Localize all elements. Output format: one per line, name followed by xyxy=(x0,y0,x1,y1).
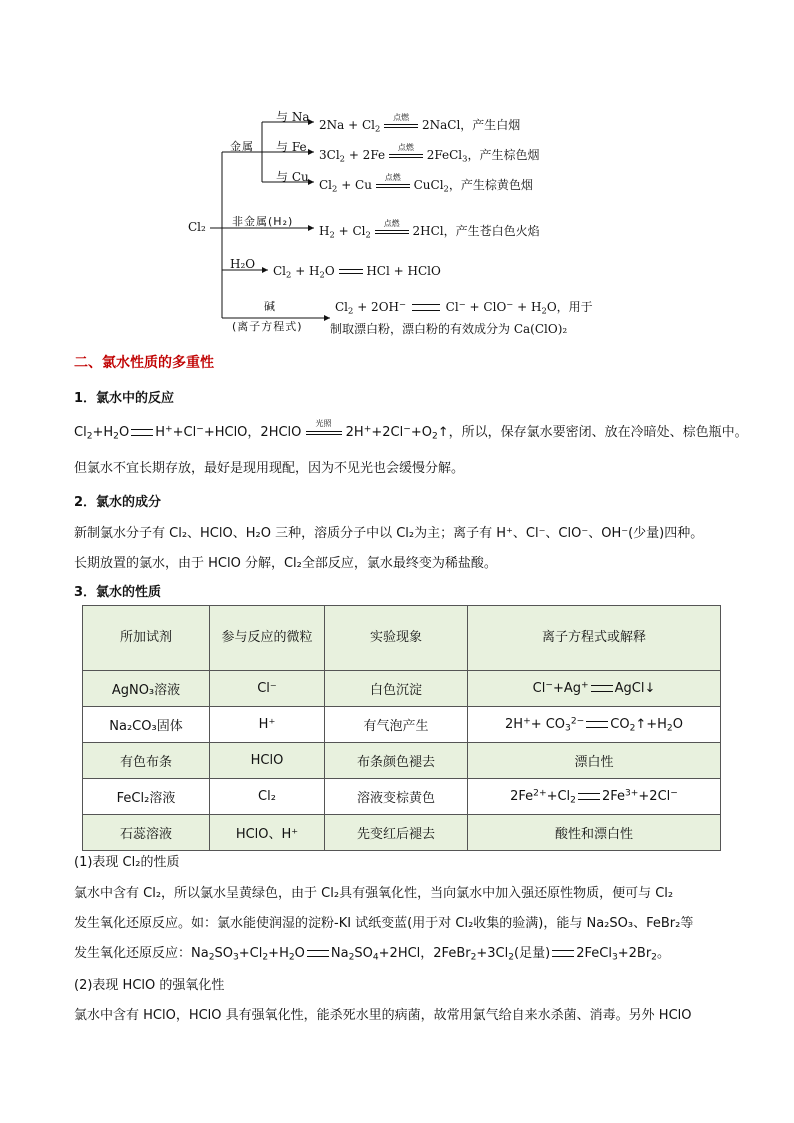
cell-reagent: 有色布条 xyxy=(83,743,210,779)
cell-explanation: 酸性和漂白性 xyxy=(468,815,721,851)
table-row xyxy=(83,815,721,851)
cell-particle: Cl⁻ xyxy=(210,671,325,707)
cell-phenomenon: 先变红后褪去 xyxy=(325,815,468,851)
diagram-eq-water: $Cl_2 + H_2O$ HCl + HClO xyxy=(273,264,441,280)
table-row xyxy=(83,707,721,743)
diagram-base-label: 碱 xyxy=(264,300,276,313)
cell-particle: H⁺ xyxy=(210,707,325,743)
p1-title: (1)表现 Cl₂的性质 xyxy=(74,855,180,870)
diagram-eq-fe: $3Cl_2 + 2Fe$ 点燃 2FeCl$_3$，产生棕色烟 xyxy=(319,142,540,164)
cell-phenomenon: 白色沉淀 xyxy=(325,671,468,707)
diagram-metal-label: 金属 xyxy=(230,140,254,153)
p2-title: (2)表现 HClO 的强氧化性 xyxy=(74,978,225,993)
table-row xyxy=(83,779,721,815)
diagram-eq-h2: $H_2 + Cl_2$ 点燃 2HCl，产生苍白色火焰 xyxy=(319,218,540,240)
cell-particle: HClO xyxy=(210,743,325,779)
cell-phenomenon: 有气泡产生 xyxy=(325,707,468,743)
diagram-eq-base: $Cl_2 + 2OH^-$ $Cl^- + ClO^- + H_2O$，用于 xyxy=(335,298,593,316)
diagram-lines xyxy=(0,0,794,340)
cell-phenomenon: 布条颜色褪去 xyxy=(325,743,468,779)
diagram-root: Cl₂ xyxy=(188,220,206,234)
diagram-with-na: 与 Na xyxy=(276,110,310,124)
table-header-row xyxy=(83,606,721,671)
cell-phenomenon: 溶液变棕黄色 xyxy=(325,779,468,815)
diagram-base-line2: 制取漂白粉，漂白粉的有效成分为 Ca(ClO)₂ xyxy=(330,322,568,336)
section-title: 二、氯水性质的多重性 xyxy=(74,355,214,371)
cell-explanation: $2H^++ CO_3^{2-}$ $CO_2↑+H_2O$ xyxy=(468,707,721,743)
table-row xyxy=(83,671,721,707)
p2-line1: 氯水中含有 HClO，HClO 具有强氧化性，能杀死水里的病菌，故常用氯气给自来水杀菌、消毒。另外 HClO xyxy=(74,1008,692,1023)
table-row xyxy=(83,743,721,779)
diagram-water-label: H₂O xyxy=(230,257,256,271)
p1-line3: 发生氧化还原反应：$Na_2SO_3+Cl_2+H_2O$ $Na_2SO_4+2HCl$，$2FeBr_2+3Cl_2$(足量) $2FeCl_3+2Br_2$。 xyxy=(74,946,670,963)
s1-equation-line: $Cl_2+H_2O$ H++Cl−+HClO，2HClO 光照 $2H^++2Cl^-+O_2↑$，所以，保存氯水要密闭、放在冷暗处、棕色瓶中。 xyxy=(74,418,748,442)
th-reagent: 所加试剂 xyxy=(83,606,210,671)
diagram-nonmetal-label: 非金属(H₂) xyxy=(232,215,294,228)
s3-title: 3．氯水的性质 xyxy=(74,585,162,600)
p1-line1: 氯水中含有 Cl₂，所以氯水呈黄绿色，由于 Cl₂具有强氧化性，当向氯水中加入强还原性物质，便可与 Cl₂ xyxy=(74,886,674,901)
p1-line2: 发生氧化还原反应。如：氯水能使润湿的淀粉-KI 试纸变蓝(用于对 Cl₂收集的验满)，能与 Na₂SO₃、FeBr₂等 xyxy=(74,916,694,931)
th-explanation: 离子方程式或解释 xyxy=(468,606,721,671)
diagram-with-cu: 与 Cu xyxy=(276,170,309,184)
diagram-eq-cu: $Cl_2 + Cu$ 点燃 CuCl$_2$，产生棕黄色烟 xyxy=(319,172,533,194)
th-particle: 参与反应的微粒 xyxy=(210,606,325,671)
diagram-with-fe: 与 Fe xyxy=(276,140,307,154)
cell-explanation: $2Fe^{2+}+Cl_2$ $2Fe^{3+}+2Cl^-$ xyxy=(468,779,721,815)
s1-text-b: 但氯水不宜长期存放，最好是现用现配，因为不见光也会缓慢分解。 xyxy=(74,461,465,476)
cell-particle: HClO、H⁺ xyxy=(210,815,325,851)
diagram-eq-na: $2Na + Cl_2$ 点燃 2NaCl，产生白烟 xyxy=(319,112,521,134)
th-phenomenon: 实验现象 xyxy=(325,606,468,671)
cell-reagent: FeCl₂溶液 xyxy=(83,779,210,815)
cell-explanation: Cl−+Ag+ AgCl↓ xyxy=(468,671,721,707)
cell-reagent: AgNO₃溶液 xyxy=(83,671,210,707)
s1-title: 1．氯水中的反应 xyxy=(74,391,175,406)
s2-line1: 新制氯水分子有 Cl₂、HClO、H₂O 三种，溶质分子中以 Cl₂为主；离子有 H⁺、Cl⁻、ClO⁻、OH⁻(少量)四种。 xyxy=(74,526,704,541)
cell-explanation: 漂白性 xyxy=(468,743,721,779)
diagram-base-sublabel: (离子方程式) xyxy=(232,320,303,333)
properties-table xyxy=(82,605,721,851)
s2-title: 2．氯水的成分 xyxy=(74,495,162,510)
cell-particle: Cl₂ xyxy=(210,779,325,815)
cell-reagent: 石蕊溶液 xyxy=(83,815,210,851)
s2-line2: 长期放置的氯水，由于 HClO 分解，Cl₂全部反应，氯水最终变为稀盐酸。 xyxy=(74,556,497,571)
cell-reagent: Na₂CO₃固体 xyxy=(83,707,210,743)
